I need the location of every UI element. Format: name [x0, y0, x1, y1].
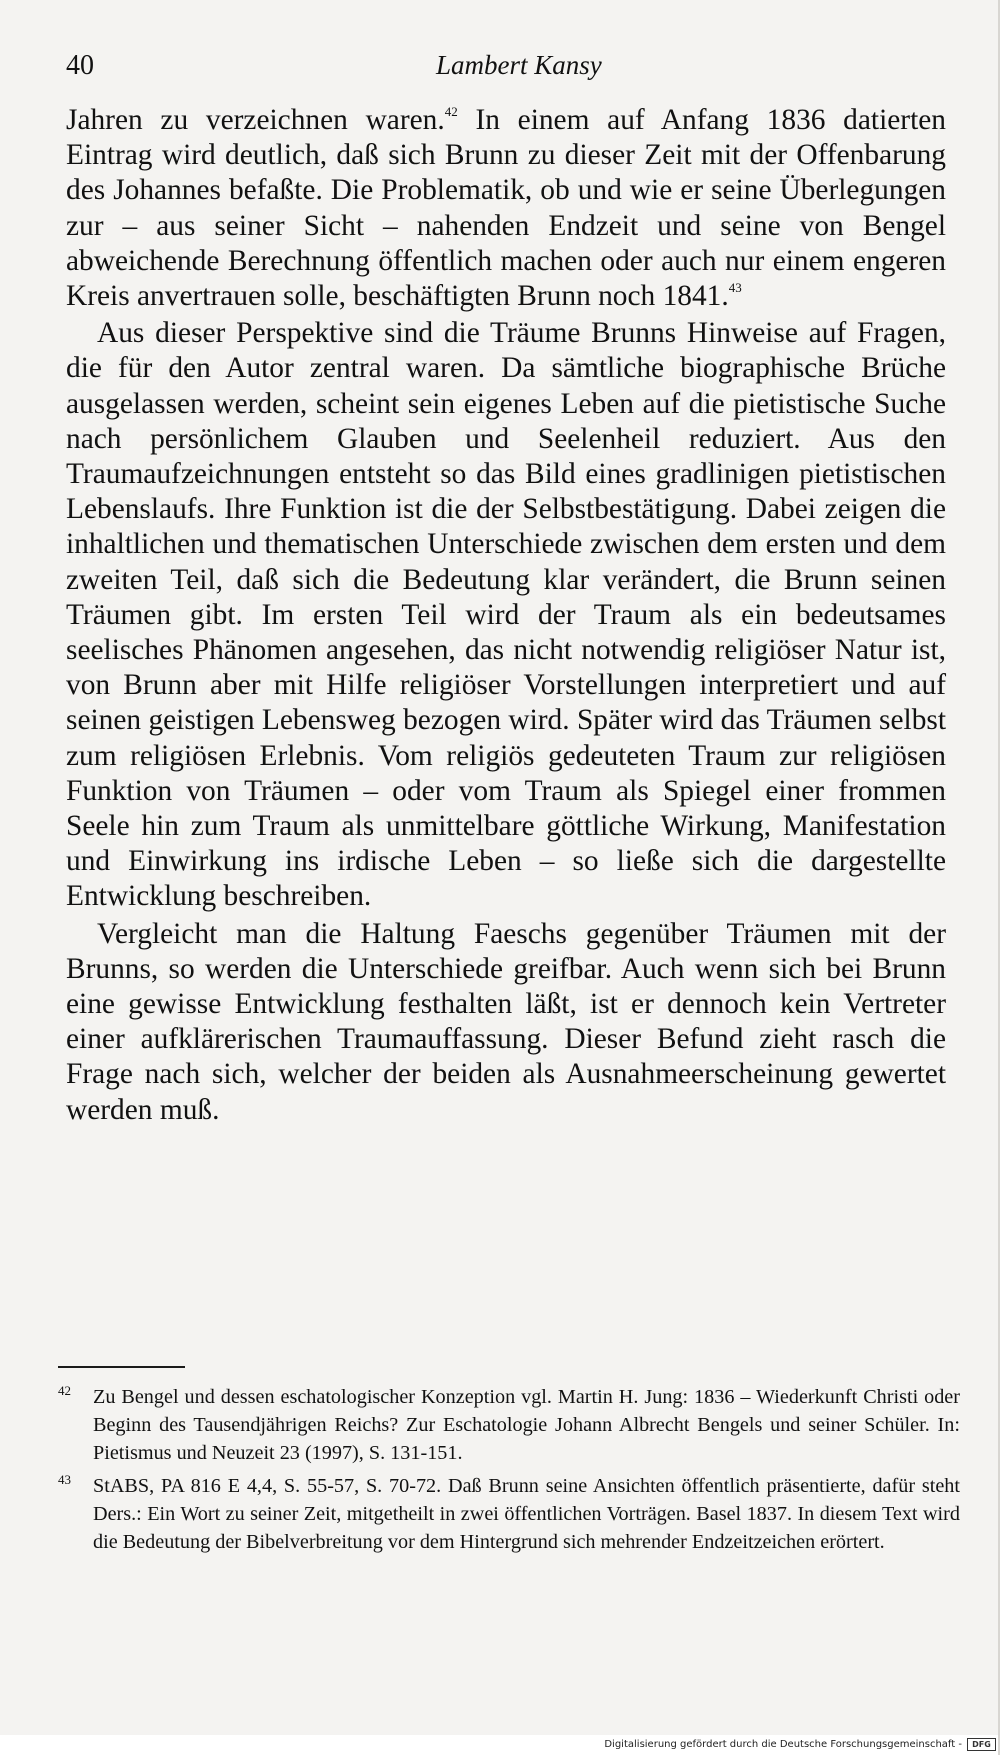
footnote-number: 42	[58, 1383, 71, 1398]
main-text	[66, 103, 946, 1128]
paragraph-1-text-a: Jahren zu verzeichnen waren.	[66, 104, 445, 136]
page-number: 40	[66, 50, 94, 81]
page-header	[66, 50, 946, 90]
footnotes	[58, 1384, 960, 1563]
digitization-notice: Digitalisierung gefördert durch die Deutsche Forschungsgemeinschaft -	[604, 1739, 962, 1750]
footnote-text: Zu Bengel und dessen eschatologischer Konzeption vgl. Martin H. Jung: 1836 – Wiederkunft Christi oder Beginn des Tausendjährigen Reichs? Zur Eschatologie Johann Albrecht Bengels und seiner Schüler. In: Pietismus und Neuzeit 23 (1997), S. 131-151.	[93, 1386, 960, 1464]
footnote-ref-43: 43	[728, 280, 742, 296]
dfg-logo-icon: DFG	[967, 1738, 996, 1751]
paragraph-2: Aus dieser Perspektive sind die Träume Brunns Hinweise auf Fragen, die für den Autor zentral waren. Da sämtliche biographische Brüche ausgelassen werden, scheint sein eigenes Leben auf die pietistische Suche nach persönlichem Glauben und Seelenheil reduziert. Aus den Traumaufzeichnungen entsteht so das Bild eines gradlinigen pietistischen Lebenslaufs. Ihre Funktion ist die der Selbstbestätigung. Dabei zeigen die inhaltlichen und thematischen Unterschiede zwischen dem ersten und dem zweiten Teil, daß sich die Bedeutung klar verändert, die Brunn seinen Träumen gibt. Im ersten Teil wird der Traum als ein bedeutsames seelisches Phänomen angesehen, das nicht notwendig religiöser Natur ist, von Brunn aber mit Hilfe religiöser Vorstellungen interpretiert und auf seinen geistigen Lebensweg bezogen wird. Später wird das Träumen selbst zum religiösen Erlebnis. Vom religiös gedeuteten Traum zur religiösen Funktion von Träumen – oder vom Traum als Spiegel einer frommen Seele hin zum Traum als unmittelbare göttliche Wirkung, Manifestation und Einwirkung ins irdische Leben – so ließe sich die dargestellte Entwicklung beschreiben.	[66, 317, 946, 913]
paragraph-3: Vergleicht man die Haltung Faeschs gegenüber Träumen mit der Brunns, so werden die Unterschiede greifbar. Auch wenn sich bei Brunn eine gewisse Entwicklung festhalten läßt, ist er dennoch kein Vertreter einer aufklärerischen Traumauffassung. Dieser Befund zieht rasch die Frage nach sich, welcher der beiden als Ausnahmeerscheinung gewertet werden muß.	[66, 917, 946, 1126]
footnote-43	[58, 1473, 960, 1556]
running-head: Lambert Kansy	[436, 50, 602, 80]
footnote-ref-42: 42	[444, 104, 458, 119]
footnote-text: StABS, PA 816 E 4,4, S. 55-57, S. 70-72. Daß Brunn seine Ansichten öffentlich präsentierte, dafür steht Ders.: Ein Wort zu seiner Zeit, mitgetheilt in zwei öffentlichen Vorträgen. Basel 1837. In diesem Text wird die Bedeutung der Bibelverbreitung vor dem Hintergrund sich mehrender Endzeitzeichen erörtert.	[93, 1475, 960, 1553]
paragraph-1	[66, 103, 946, 314]
digitization-footer	[0, 1735, 1000, 1755]
footnote-separator	[58, 1366, 185, 1368]
footnote-42	[58, 1384, 960, 1467]
footnote-number: 43	[58, 1472, 71, 1488]
paragraph-1-text-b: In einem auf Anfang 1836 datierten Eintrag wird deutlich, daß sich Brunn zu dieser Zeit mit der Offenbarung des Johannes befaßte. Die Problematik, ob und wie er seine Überlegungen zur – aus seiner Sicht – nahenden Endzeit und seine von Bengel abweichende Berechnung öffentlich machen oder auch nur einem engeren Kreis anvertrauen solle, beschäftigten Brunn noch 1841.	[66, 104, 946, 313]
